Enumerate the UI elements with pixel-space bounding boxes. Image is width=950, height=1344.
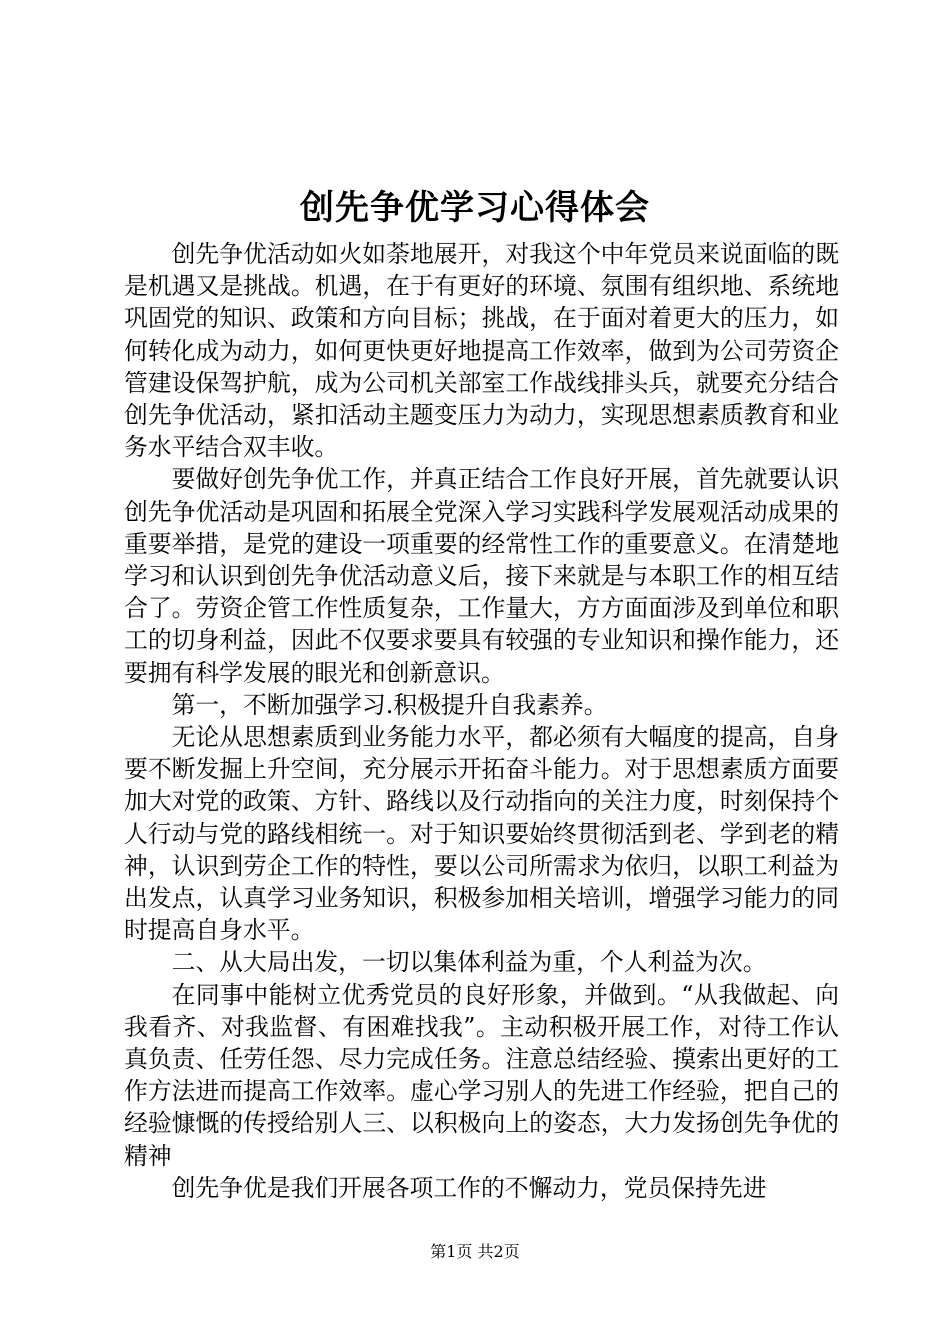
document-title: 创先争优学习心得体会 <box>300 188 650 228</box>
section-heading: 二、从大局出发，一切以集体利益为重，个人利益为次。 <box>171 948 767 977</box>
paragraph: 创先争优是我们开展各项工作的不懈动力，党员保持先进 <box>171 1173 767 1202</box>
document-body <box>124 238 839 1204</box>
paragraph: 无论从思想素质到业务能力水平，都必须有大幅度的提高，自身要不断发掘上升空间，充分展示开拓奋斗能力。对于思想素质方面要加大对党的政策、方针、路线以及行动指向的关注力度，时刻保持个人行动与党的路线相统一。对于知识要始终贯彻活到老、学到老的精神，认识到劳企工作的特性，要以公司所需求为依归，以职工利益为出发点，认真学习业务知识，积极参加相关培训，增强学习能力的同时提高自身水平。 <box>124 723 839 945</box>
paragraph: 要做好创先争优工作，并真正结合工作良好开展，首先就要认识创先争优活动是巩固和拓展全党深入学习实践科学发展观活动成果的重要举措，是党的建设一项重要的经常性工作的重要意义。在清楚地学习和认识到创先争优活动意义后，接下来就是与本职工作的相互结合了。劳资企管工作性质复杂，工作量大，方方面面涉及到单位和职工的切身利益，因此不仅要求要具有较强的专业知识和操作能力，还要拥有科学发展的眼光和创新意识。 <box>124 465 839 687</box>
section-heading: 第一，不断加强学习.积极提升自我素养。 <box>171 690 608 719</box>
paragraph: 在同事中能树立优秀党员的良好形象，并做到。“从我做起、向我看齐、对我监督、有困难找我”。主动积极开展工作，对待工作认真负责、任劳任怨、尽力完成任务。注意总结经验、摸索出更好的工作方法进而提高工作效率。虚心学习别人的先进工作经验，把自己的经验慷慨的传授给别人三、以积极向上的姿态，大力发扬创先争优的精神 <box>124 980 839 1170</box>
page-number-footer: 第1页 共2页 <box>430 1242 520 1261</box>
paragraph: 创先争优活动如火如荼地展开，对我这个中年党员来说面临的既是机遇又是挑战。机遇，在于有更好的环境、氛围有组织地、系统地巩固党的知识、政策和方向目标；挑战，在于面对着更大的压力，如何转化成为动力，如何更快更好地提高工作效率，做到为公司劳资企管建设保驾护航，成为公司机关部室工作战线排头兵，就要充分结合创先争优活动，紧扣活动主题变压力为动力，实现思想素质教育和业务水平结合双丰收。 <box>124 240 839 462</box>
